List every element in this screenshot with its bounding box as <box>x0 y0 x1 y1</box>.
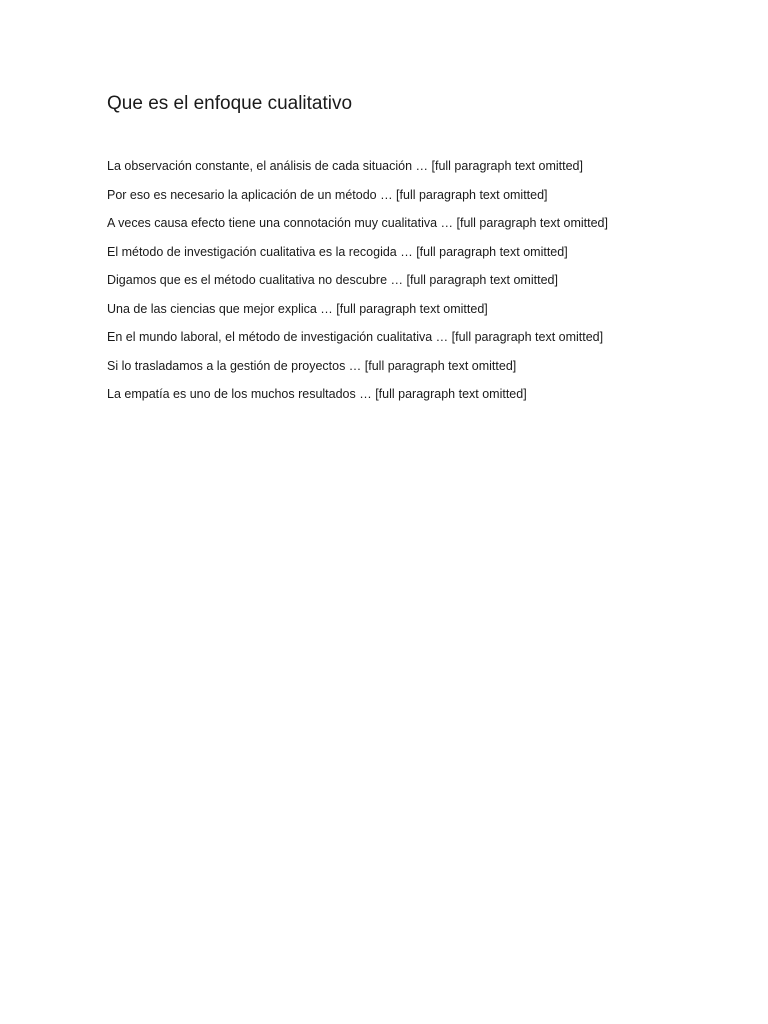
paragraph-5: Digamos que es el método cualitativa no descubre … [full paragraph text omitted] <box>107 273 558 287</box>
document-body <box>107 157 663 414</box>
paragraph-9: La empatía es uno de los muchos resultados … [full paragraph text omitted] <box>107 387 527 401</box>
paragraph-3: A veces causa efecto tiene una connotación muy cualitativa … [full paragraph text omitted] <box>107 216 608 230</box>
paragraph-1: La observación constante, el análisis de cada situación … [full paragraph text omitted] <box>107 159 583 173</box>
paragraph-7: En el mundo laboral, el método de investigación cualitativa … [full paragraph text omitted] <box>107 330 604 344</box>
paragraph-4: El método de investigación cualitativa es la recogida … [full paragraph text omitted] <box>107 244 568 259</box>
paragraph-8: Si lo trasladamos a la gestión de proyectos … [full paragraph text omitted] <box>107 358 517 373</box>
document-title: Que es el enfoque cualitativo <box>107 93 353 114</box>
paragraph-6: Una de las ciencias que mejor explica … [full paragraph text omitted] <box>107 301 488 316</box>
paragraph-2: Por eso es necesario la aplicación de un método … [full paragraph text omitted] <box>107 187 548 202</box>
